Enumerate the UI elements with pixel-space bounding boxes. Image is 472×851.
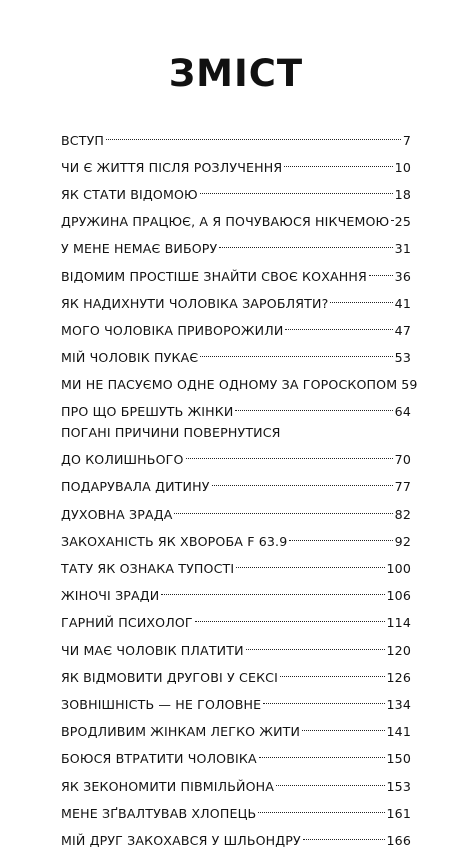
toc-entry <box>61 607 411 634</box>
toc-entry-page-number: 134 <box>386 696 411 712</box>
toc-entry <box>61 688 411 715</box>
toc-entry-label: МОГО ЧОЛОВІКА ПРИВОРОЖИЛИ <box>61 322 284 338</box>
toc-entry-label: ВРОДЛИВИМ ЖІНКАМ ЛЕГКО ЖИТИ <box>61 724 301 740</box>
toc-entry-label: ЯК СТАТИ ВІДОМОЮ <box>61 186 198 202</box>
toc-entry <box>61 151 411 178</box>
dot-leader <box>282 151 394 172</box>
dot-leader <box>172 498 394 519</box>
toc-entry-page-number: 77 <box>394 479 411 495</box>
toc-entry-label: ПОДАРУВАЛА ДИТИНУ <box>61 479 210 495</box>
toc-entry-label: МІЙ ЧОЛОВІК ПУКАЄ <box>61 350 199 366</box>
dot-leader <box>104 124 403 145</box>
toc-entry <box>61 287 411 314</box>
toc-entry <box>61 552 411 579</box>
dot-leader <box>287 525 394 546</box>
dot-leader <box>397 369 401 390</box>
dot-leader <box>278 661 387 682</box>
dot-leader <box>256 797 386 818</box>
toc-entry-label: ЗОВНІШНІСТЬ — НЕ ГОЛОВНЕ <box>61 696 262 712</box>
toc-entry-page-number: 41 <box>394 295 411 311</box>
toc-entry-page-number: 92 <box>394 533 411 549</box>
dot-leader <box>198 342 394 363</box>
dot-leader <box>389 206 394 227</box>
dot-leader <box>184 444 395 465</box>
toc-entry-page-number: 70 <box>394 452 411 468</box>
table-of-contents <box>61 124 418 851</box>
toc-entry <box>61 634 411 661</box>
toc-entry <box>61 770 411 797</box>
toc-entry-page-number: 64 <box>394 404 411 420</box>
dot-leader <box>244 634 387 655</box>
toc-entry-label: МИ НЕ ПАСУЄМО ОДНЕ ОДНОМУ ЗА ГОРОСКОПОМ <box>61 377 398 393</box>
toc-entry-label: ДО КОЛИШНЬОГО <box>61 452 184 468</box>
toc-entry-label-line1: ПОГАНІ ПРИЧИНИ ПОВЕРНУТИСЯ <box>61 425 281 441</box>
dot-leader <box>193 607 387 628</box>
toc-entry-page-number: 31 <box>394 241 411 257</box>
toc-entry <box>61 342 411 369</box>
toc-entry <box>61 525 411 552</box>
toc-entry-label: ГАРНИЙ ПСИХОЛОГ <box>61 615 193 631</box>
dot-leader <box>367 260 395 281</box>
toc-entry-page-number: 59 <box>401 377 418 393</box>
toc-entry-label: МІЙ ДРУГ ЗАКОХАВСЯ У ШЛЬОНДРУ <box>61 832 301 848</box>
toc-entry-page-number: 153 <box>386 778 411 794</box>
dot-leader <box>261 688 386 709</box>
toc-entry-page-number: 141 <box>386 724 411 740</box>
toc-entry-label: ЯК НАДИХНУТИ ЧОЛОВІКА ЗАРОБЛЯТИ? <box>61 295 329 311</box>
toc-entry <box>61 498 411 525</box>
toc-entry-page-number: 18 <box>394 186 411 202</box>
dot-leader <box>301 824 387 845</box>
dot-leader <box>217 233 394 254</box>
page-title: ЗМІСТ <box>168 52 304 95</box>
toc-entry-page-number: 36 <box>394 268 411 284</box>
toc-entry-page-number: 114 <box>386 615 411 631</box>
toc-entry-label: ТАТУ ЯК ОЗНАКА ТУПОСТІ <box>61 561 235 576</box>
toc-entry-page-number: 82 <box>394 506 411 522</box>
toc-entry-label: ДУХОВНА ЗРАДА <box>61 506 173 522</box>
toc-entry-page-number: 161 <box>386 805 411 821</box>
toc-entry-page-number: 106 <box>386 588 411 604</box>
dot-leader <box>300 716 386 737</box>
toc-entry <box>61 824 411 851</box>
toc-entry-page-number: 53 <box>394 350 411 366</box>
toc-entry <box>61 396 411 423</box>
dot-leader <box>159 580 386 601</box>
toc-entry <box>61 661 411 688</box>
toc-entry <box>61 471 411 498</box>
toc-entry-page-number: 100 <box>386 561 411 576</box>
dot-leader <box>234 552 386 573</box>
dot-leader <box>328 287 394 308</box>
toc-entry <box>61 743 411 770</box>
toc-entry-page-number: 7 <box>402 132 411 148</box>
toc-entry <box>61 797 411 824</box>
toc-entry <box>61 369 418 396</box>
toc-entry-page-number: 120 <box>386 642 411 658</box>
toc-entry <box>61 314 411 341</box>
toc-entry-label: ДРУЖИНА ПРАЦЮЄ, А Я ПОЧУВАЮСЯ НІКЧЕМОЮ <box>61 214 390 230</box>
toc-entry-label: МЕНЕ ЗҐВАЛТУВАВ ХЛОПЕЦЬ <box>61 805 257 821</box>
toc-entry <box>61 178 411 205</box>
dot-leader <box>274 770 386 791</box>
toc-entry-label: ВІДОМИМ ПРОСТІШЕ ЗНАЙТИ СВОЄ КОХАННЯ <box>61 268 367 284</box>
toc-entry-page-number: 25 <box>394 214 411 230</box>
dot-leader <box>233 396 394 417</box>
toc-entry <box>61 580 411 607</box>
toc-entry-label: БОЮСЯ ВТРАТИТИ ЧОЛОВІКА <box>61 751 257 767</box>
toc-entry <box>61 233 411 260</box>
dot-leader <box>283 314 394 335</box>
toc-entry <box>61 423 411 471</box>
toc-entry-label: У МЕНЕ НЕМАЄ ВИБОРУ <box>61 241 218 257</box>
toc-entry-label: ЖІНОЧІ ЗРАДИ <box>61 588 160 604</box>
toc-entry-page-number: 10 <box>394 159 411 175</box>
toc-entry <box>61 124 411 151</box>
toc-entry-label: ЯК ВІДМОВИТИ ДРУГОВІ У СЕКСІ <box>61 669 278 685</box>
toc-entry-page-number: 126 <box>386 669 411 685</box>
toc-entry-label: ЯК ЗЕКОНОМИТИ ПІВМІЛЬЙОНА <box>61 778 275 794</box>
toc-entry <box>61 716 411 743</box>
toc-entry-label: ЧИ МАЄ ЧОЛОВІК ПЛАТИТИ <box>61 642 244 658</box>
toc-entry-label: ВСТУП <box>61 132 105 148</box>
dot-leader <box>210 471 395 492</box>
toc-entry <box>61 206 411 233</box>
dot-leader <box>257 743 387 764</box>
toc-entry-page-number: 47 <box>394 322 411 338</box>
toc-entry-label: ПРО ЩО БРЕШУТЬ ЖІНКИ <box>61 404 234 420</box>
toc-entry-page-number: 166 <box>386 832 411 848</box>
dot-leader <box>198 178 395 199</box>
toc-entry-page-number: 150 <box>386 751 411 767</box>
toc-entry <box>61 260 411 287</box>
toc-entry-label: ЗАКОХАНІСТЬ ЯК ХВОРОБА F 63.9 <box>61 533 288 549</box>
toc-entry-label: ЧИ Є ЖИТТЯ ПІСЛЯ РОЗЛУЧЕННЯ <box>61 159 283 175</box>
